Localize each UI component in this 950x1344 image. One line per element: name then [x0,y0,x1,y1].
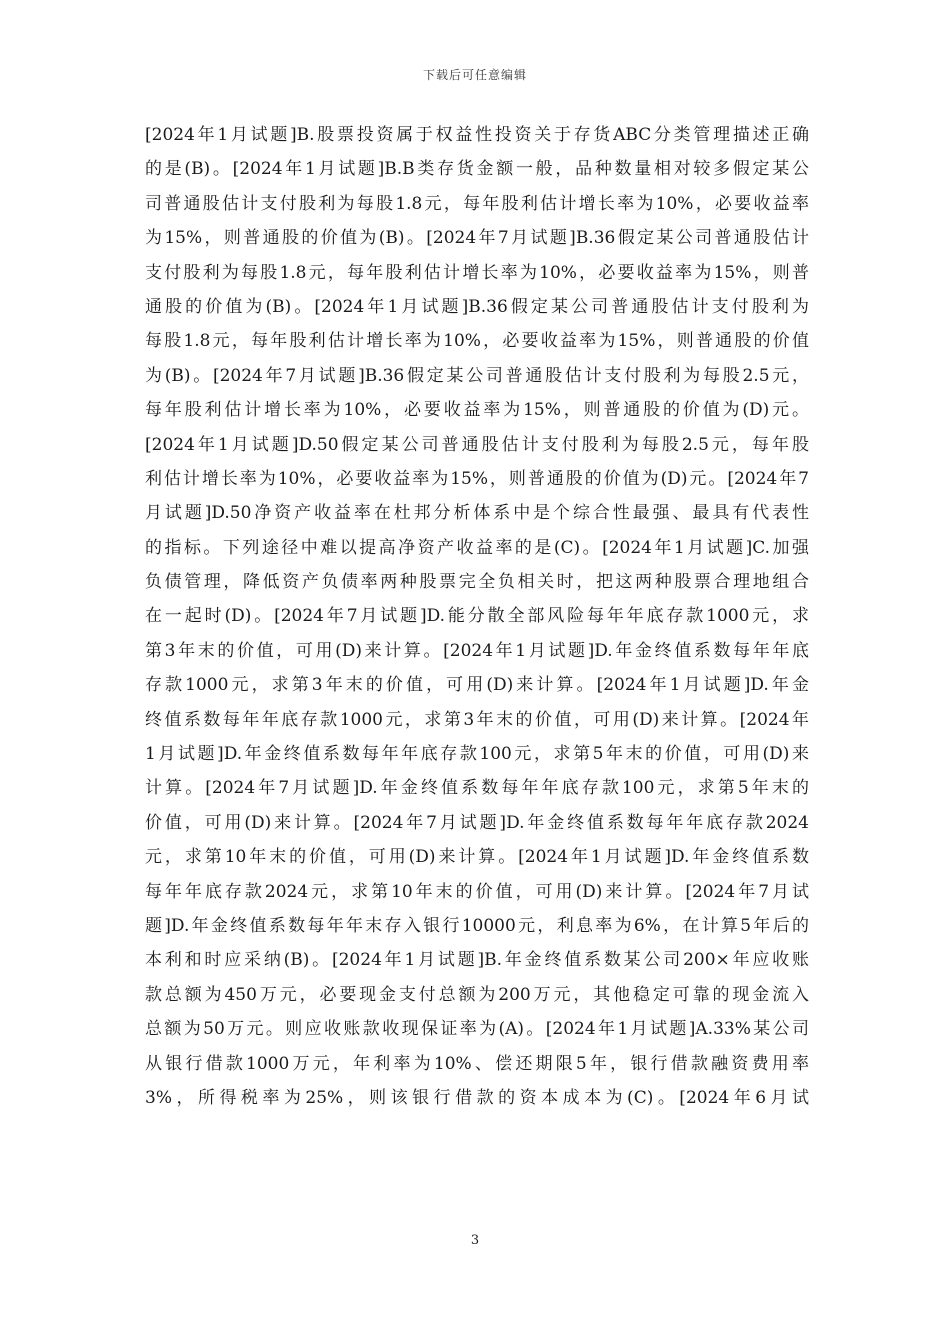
text-line: 为15%，则普通股的价值为(B)。[2024年7月试题]B.36假定某公司普通股估计 [145,228,809,249]
text-line: 总额为50万元。则应收账款收现保证率为(A)。[2024年1月试题]A.33%某公司 [145,1019,809,1040]
text-line: 1月试题]D.年金终值系数每年年底存款100元，求第5年末的价值，可用(D)来 [145,744,809,765]
text-line: [2024年1月试题]D.50假定某公司普通股估计支付股利为每股2.5元，每年股 [145,434,809,455]
text-line: 负债管理，降低资产负债率两种股票完全负相关时，把这两种股票合理地组合 [145,572,809,593]
text-line: 每年年底存款2024元，求第10年末的价值，可用(D)来计算。[2024年7月试 [145,881,809,902]
text-line: 每年股利估计增长率为10%，必要收益率为15%，则普通股的价值为(D)元。 [145,400,809,421]
text-line: 存款1000元，求第3年末的价值，可用(D)来计算。[2024年1月试题]D.年金 [145,675,809,696]
text-line: 支付股利为每股1.8元，每年股利估计增长率为10%，必要收益率为15%，则普 [145,262,809,283]
text-line: 元，求第10年末的价值，可用(D)来计算。[2024年1月试题]D.年金终值系数 [145,847,809,868]
text-line: 款总额为450万元，必要现金支付总额为200万元，其他稳定可靠的现金流入 [145,984,809,1005]
text-line: 题]D.年金终值系数每年年末存入银行10000元，利息率为6%，在计算5年后的 [145,915,809,936]
text-line: 从银行借款1000万元，年利率为10%、偿还期限5年，银行借款融资费用率 [145,1053,809,1074]
text-line: 第3年末的价值，可用(D)来计算。[2024年1月试题]D.年金终值系数每年年底 [145,640,809,661]
text-line: 利估计增长率为10%，必要收益率为15%，则普通股的价值为(D)元。[2024年7 [145,468,809,489]
text-line: 为(B)。[2024年7月试题]B.36假定某公司普通股估计支付股利为每股2.5元， [145,365,809,386]
text-line: 每股1.8元，每年股利估计增长率为10%，必要收益率为15%，则普通股的价值 [145,331,809,352]
text-line: [2024年1月试题]B.股票投资属于权益性投资关于存货ABC分类管理描述正确 [145,125,809,145]
text-line: 终值系数每年年底存款1000元，求第3年末的价值，可用(D)来计算。[2024年 [145,709,809,730]
text-line: 的指标。下列途径中难以提高净资产收益率的是(C)。[2024年1月试题]C.加强 [145,537,809,558]
text-line: 价值，可用(D)来计算。[2024年7月试题]D.年金终值系数每年年底存款2024 [145,812,809,833]
text-line: 3%，所得税率为25%，则该银行借款的资本成本为(C)。[2024年6月试 [145,1087,809,1108]
text-line: 在一起时(D)。[2024年7月试题]D.能分散全部风险每年年底存款1000元，求 [145,606,809,627]
text-line: 的是(B)。[2024年1月试题]B.B类存货金额一般，品种数量相对较多假定某公 [145,159,809,180]
page-header: 下载后可任意编辑 [422,68,527,82]
text-line: 司普通股估计支付股利为每股1.8元，每年股利估计增长率为10%，必要收益率 [145,193,809,214]
text-line: 通股的价值为(B)。[2024年1月试题]B.36假定某公司普通股估计支付股利为 [145,296,809,317]
page-number: 3 [470,1233,480,1248]
text-line: 月试题]D.50净资产收益率在杜邦分析体系中是个综合性最强、最具有代表性 [145,503,809,524]
body-text [145,118,809,1115]
text-line: 计算。[2024年7月试题]D.年金终值系数每年年底存款100元，求第5年末的 [145,778,809,799]
text-line: 本利和时应采纳(B)。[2024年1月试题]B.年金终值系数某公司200×年应收账 [145,950,809,971]
